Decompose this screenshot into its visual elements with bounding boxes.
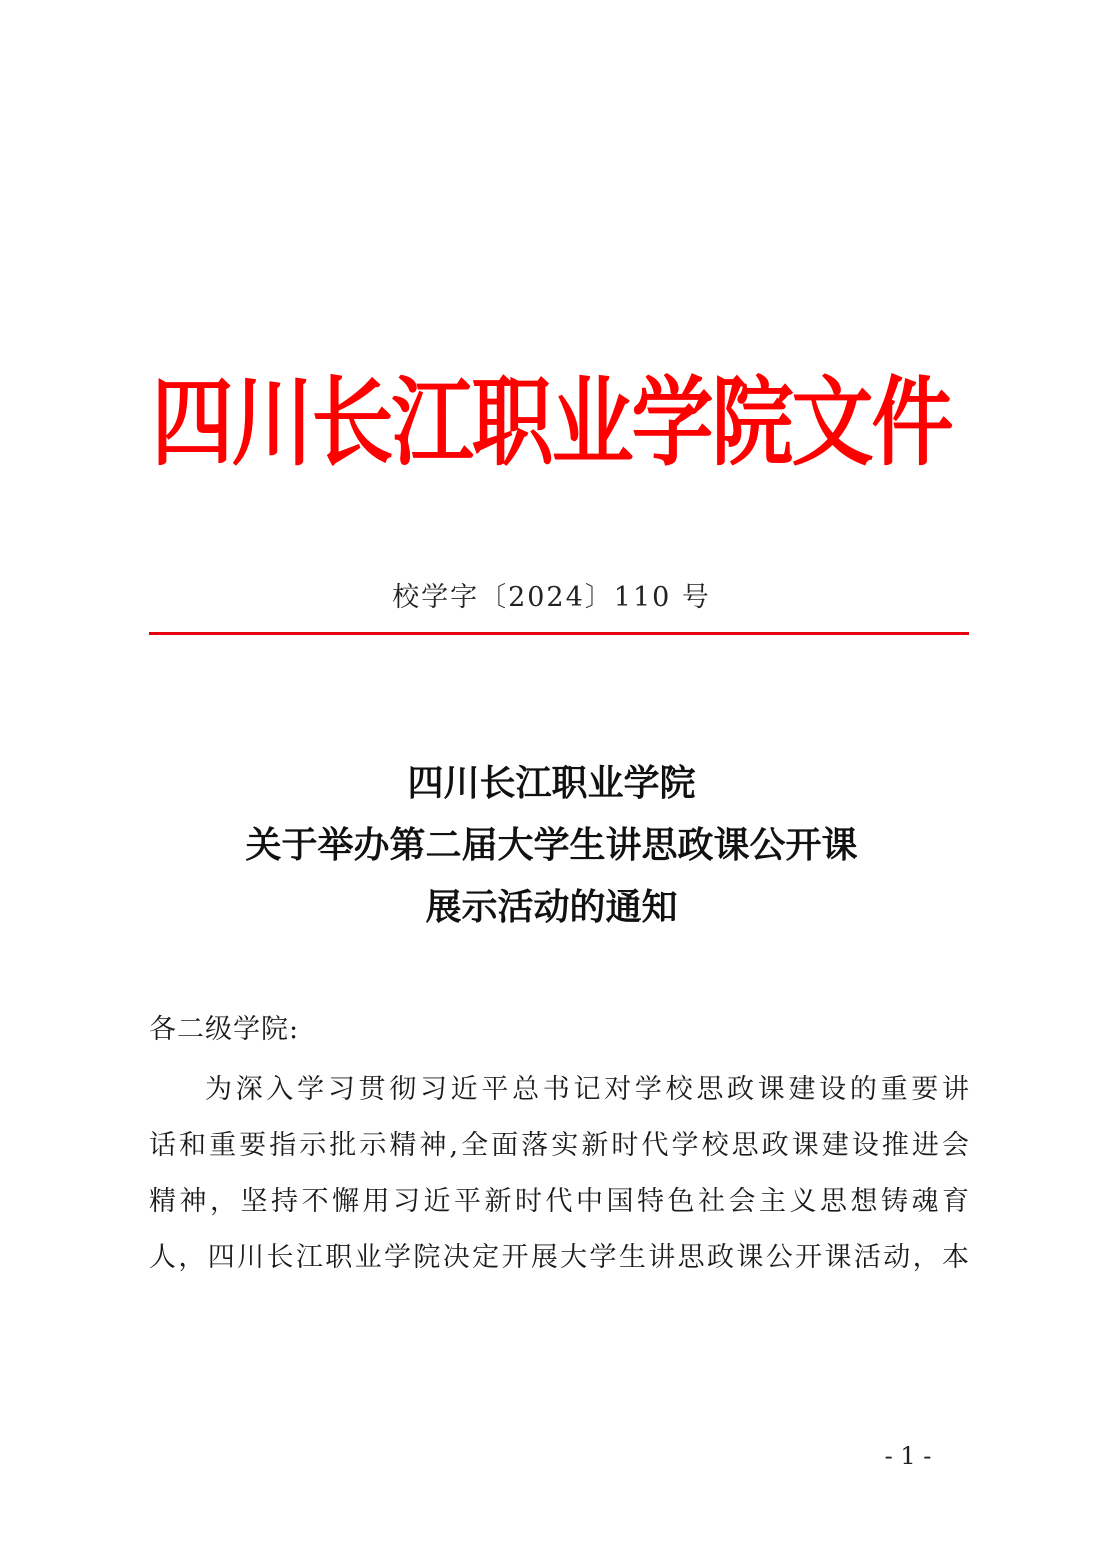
paragraph-line: 话和重要指示批示精神,全面落实新时代学校思政课建设推进会: [149, 1130, 969, 1161]
document-number: 校学字〔2024〕110 号: [392, 582, 711, 613]
issuer-red-header: 四川长江职业学院文件: [151, 366, 952, 480]
page-number: - 1 -: [884, 1442, 932, 1470]
paragraph-line: 精神，坚持不懈用习近平新时代中国特色社会主义思想铸魂育: [149, 1186, 969, 1217]
paragraph-line: 人，四川长江职业学院决定开展大学生讲思政课公开课活动，本: [149, 1242, 969, 1273]
notice-title: [0, 752, 1103, 938]
notice-title-line: 四川长江职业学院: [407, 762, 696, 804]
red-separator-line: [149, 632, 969, 635]
body-paragraph: [149, 1067, 969, 1291]
notice-title-line: 展示活动的通知: [425, 886, 678, 928]
salutation: 各二级学院:: [149, 1014, 300, 1045]
notice-title-line: 关于举办第二届大学生讲思政课公开课: [245, 824, 858, 866]
paragraph-line: 为深入学习贯彻习近平总书记对学校思政课建设的重要讲: [205, 1074, 969, 1105]
